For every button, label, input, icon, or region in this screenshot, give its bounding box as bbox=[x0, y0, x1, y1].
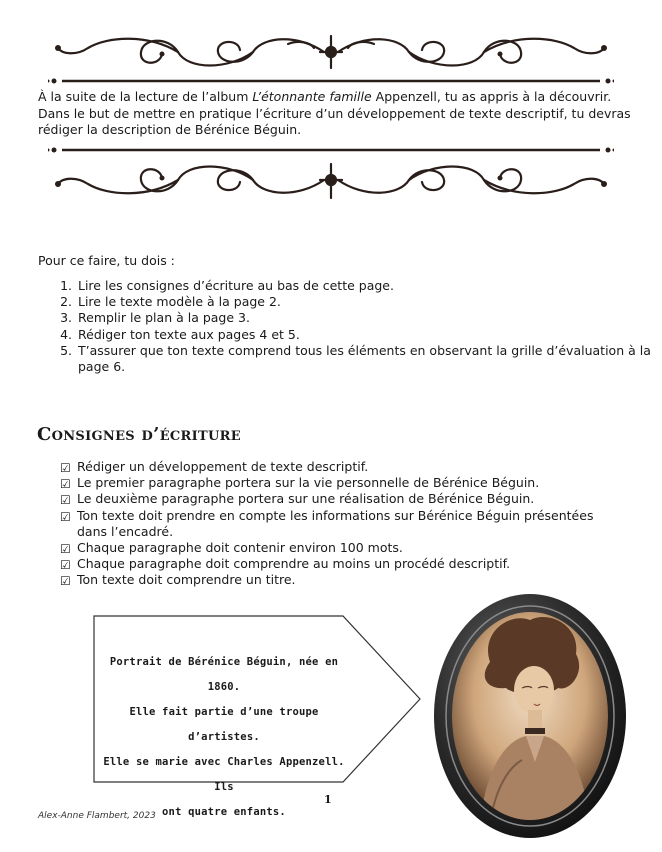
checklist-item: ☑ Ton texte doit prendre en compte les informations sur Bérénice Béguin présentées dans l’encadré. bbox=[60, 507, 594, 539]
checkbox-checked-icon: ☑ bbox=[60, 493, 71, 508]
portrait-oval-frame bbox=[430, 592, 630, 840]
checkbox-checked-icon: ☑ bbox=[60, 509, 71, 524]
bottom-scroll-ornament bbox=[48, 160, 614, 202]
list-item: 2. Lire le texte modèle à la page 2. bbox=[76, 294, 662, 310]
intro-book-title: L’étonnante famille bbox=[252, 89, 372, 104]
intro-text-start: À la suite de la lecture de l’album bbox=[38, 89, 253, 104]
list-item: 3. Remplir le plan à la page 3. bbox=[76, 310, 662, 326]
checklist-item: ☑ Le premier paragraphe portera sur la vie personnelle de Bérénice Béguin. bbox=[60, 475, 540, 492]
bottom-divider-rule bbox=[48, 145, 614, 155]
list-item: 5. T’assurer que ton texte comprend tous les éléments en observant la grille d’évaluation à la page 6. bbox=[76, 343, 662, 375]
intro-paragraph bbox=[38, 89, 632, 139]
checkbox-checked-icon: ☑ bbox=[60, 558, 71, 573]
checkbox-checked-icon: ☑ bbox=[60, 461, 71, 475]
instructions-lead: Pour ce faire, tu dois : bbox=[38, 253, 175, 268]
section-title: Consignes d’écriture bbox=[37, 424, 241, 445]
list-item: 1. Lire les consignes d’écriture au bas de cette page. bbox=[76, 278, 662, 294]
instructions-list bbox=[38, 278, 662, 375]
checkbox-checked-icon: ☑ bbox=[60, 542, 71, 557]
info-line: Portrait de Bérénice Béguin, née en 1860. bbox=[109, 656, 339, 693]
checklist-item: ☑ Rédiger un développement de texte descriptif. bbox=[60, 459, 369, 475]
checkbox-checked-icon: ☑ bbox=[60, 477, 71, 492]
page-number: 1 bbox=[324, 793, 332, 806]
checklist-item: ☑ Chaque paragraphe doit contenir environ 100 mots. bbox=[60, 540, 403, 557]
top-scroll-ornament bbox=[48, 30, 614, 74]
author-credit: Alex-Anne Flambert, 2023 bbox=[38, 811, 156, 821]
intro-text-end: Appenzell, tu as appris à la découvrir. Dans le but de mettre en pratique l’écriture d’un développement de texte descriptif, tu devras rédiger la description de Bérénice Béguin. bbox=[38, 89, 631, 137]
checklist-item: ☑ Ton texte doit comprendre un titre. bbox=[60, 572, 296, 589]
info-label-text bbox=[100, 650, 348, 825]
consignes-checklist bbox=[60, 459, 600, 589]
checklist-item: ☑ Chaque paragraphe doit comprendre au moins un procédé descriptif. bbox=[60, 556, 511, 573]
info-line: Elle fait partie d’une troupe d’artistes. bbox=[129, 706, 319, 743]
info-line: Elle se marie avec Charles Appenzell. Ils bbox=[103, 756, 345, 793]
info-line: ont quatre enfants. bbox=[162, 806, 286, 818]
list-item: 4. Rédiger ton texte aux pages 4 et 5. bbox=[76, 327, 662, 343]
checklist-item: ☑ Le deuxième paragraphe portera sur une réalisation de Bérénice Béguin. bbox=[60, 491, 535, 508]
top-divider-rule bbox=[48, 76, 614, 86]
checkbox-checked-icon: ☑ bbox=[60, 574, 71, 589]
